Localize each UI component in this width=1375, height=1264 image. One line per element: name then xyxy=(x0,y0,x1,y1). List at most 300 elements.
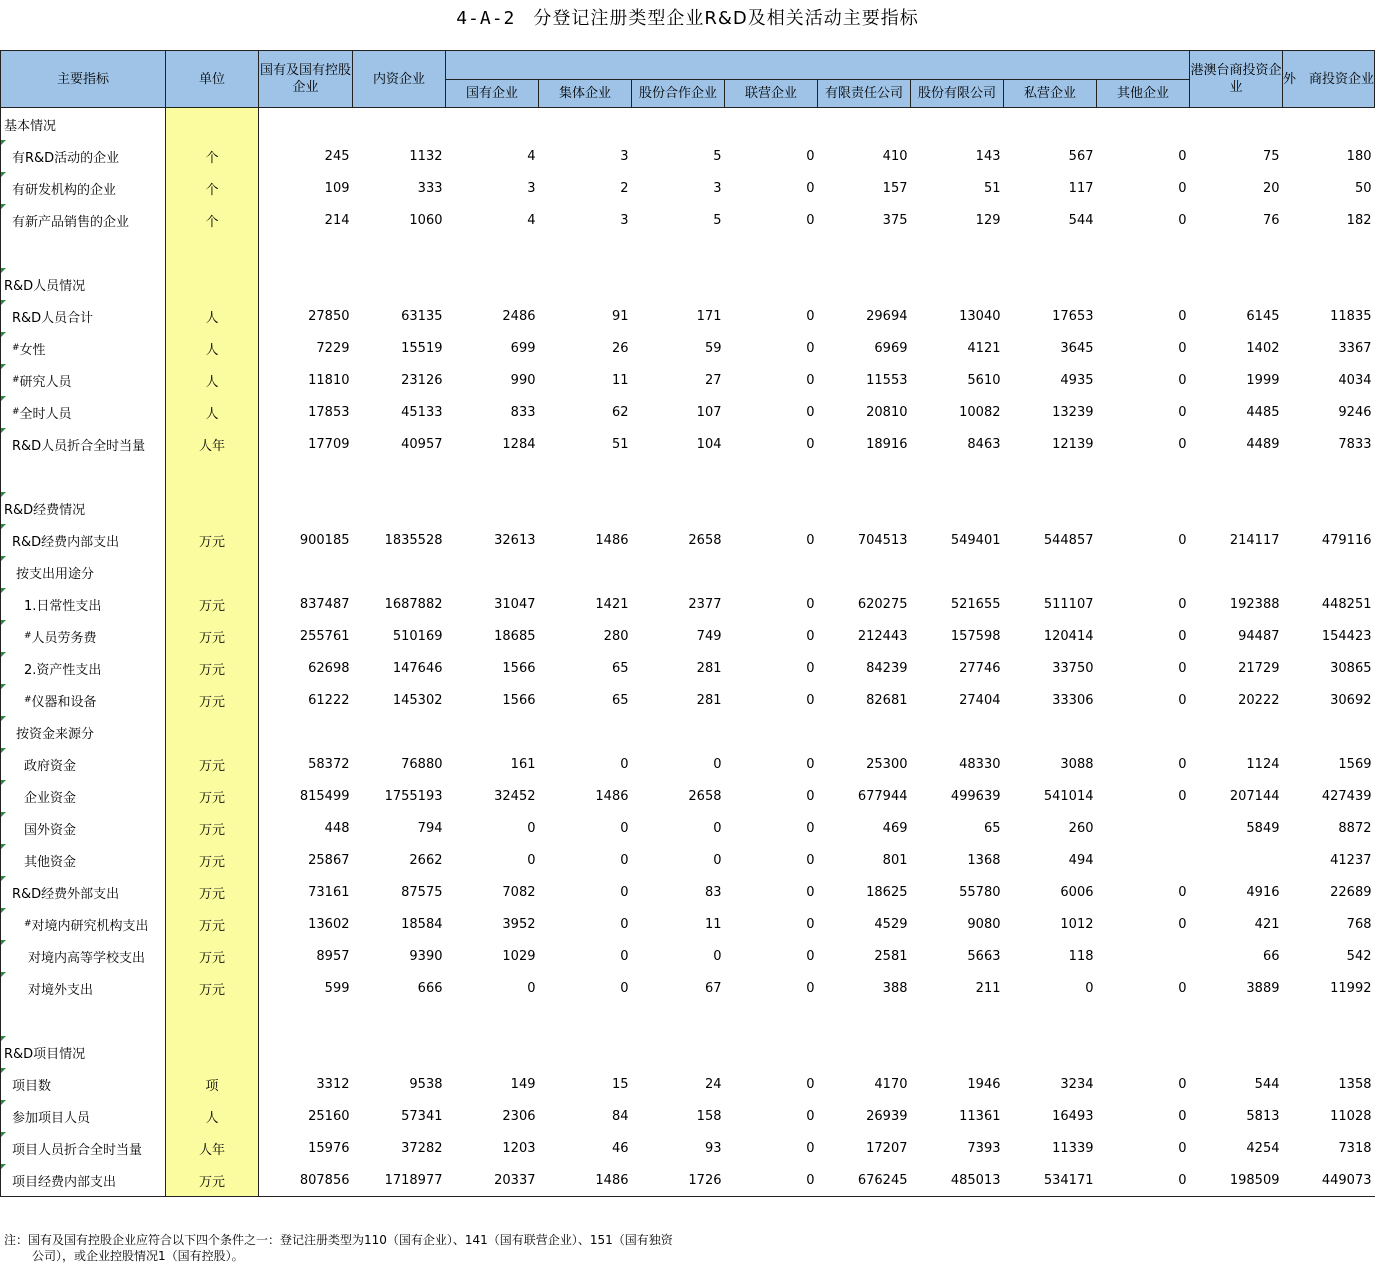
table-cell: 0 xyxy=(806,372,815,388)
row-unit: 万元 xyxy=(166,588,259,620)
cell-marker-icon xyxy=(1,588,6,593)
table-cell: 21729 xyxy=(1238,660,1280,676)
row-label-text: 国外资金 xyxy=(24,822,77,838)
table-cell: 260 xyxy=(1068,820,1094,836)
table-cell: 158 xyxy=(696,1108,722,1124)
table-cell: 7082 xyxy=(502,884,536,900)
table-cell: 6006 xyxy=(1060,884,1094,900)
table-cell: 1012 xyxy=(1060,916,1094,932)
table-cell xyxy=(539,492,632,524)
row-unit: 人 xyxy=(166,396,259,428)
row-unit: 万元 xyxy=(166,876,259,908)
cell-marker-icon xyxy=(1,876,6,881)
table-cell: 0 xyxy=(620,980,629,996)
row-label-text: R&D人员情况 xyxy=(4,278,86,294)
table-cell xyxy=(725,236,818,268)
cell-marker-icon xyxy=(1,268,6,273)
cell-marker-icon xyxy=(1,140,6,145)
data-table xyxy=(0,50,1375,1197)
table-cell: 544 xyxy=(1254,1076,1280,1092)
table-cell: 9538 xyxy=(409,1076,443,1092)
table-cell: 29694 xyxy=(866,308,908,324)
row-unit: 万元 xyxy=(166,748,259,780)
row-label xyxy=(1,204,166,236)
table-cell xyxy=(1097,1036,1190,1068)
cell-marker-icon xyxy=(1,492,6,497)
table-cell: 0 xyxy=(1178,148,1187,164)
table-cell: 0 xyxy=(1178,756,1187,772)
table-cell xyxy=(353,1036,446,1068)
table-cell xyxy=(539,268,632,300)
row-label-text: 仪器和设备 xyxy=(31,694,97,710)
footnote-mark: # xyxy=(12,374,20,385)
table-cell xyxy=(353,492,446,524)
table-cell: 375 xyxy=(882,212,908,228)
table-cell xyxy=(1097,940,1190,972)
table-cell: 9080 xyxy=(967,916,1001,932)
cell-marker-icon xyxy=(1,172,6,177)
table-cell xyxy=(1190,716,1283,748)
table-cell: 17709 xyxy=(308,436,350,452)
row-label-text: 项目数 xyxy=(12,1078,52,1094)
table-row xyxy=(1,780,1375,812)
table-cell: 6145 xyxy=(1246,308,1280,324)
row-unit: 万元 xyxy=(166,940,259,972)
table-cell xyxy=(353,1004,446,1036)
table-cell: 23126 xyxy=(401,372,443,388)
table-cell: 7833 xyxy=(1338,436,1372,452)
table-cell: 0 xyxy=(620,756,629,772)
table-cell xyxy=(1097,268,1190,300)
table-cell: 57341 xyxy=(401,1108,443,1124)
cell-marker-icon xyxy=(1,1036,6,1041)
table-cell xyxy=(539,556,632,588)
table-cell xyxy=(1004,268,1097,300)
row-unit: 项 xyxy=(166,1068,259,1100)
row-label-text: 按支出用途分 xyxy=(16,566,95,582)
table-cell: 1486 xyxy=(595,788,629,804)
table-cell: 3 xyxy=(713,180,722,196)
cell-marker-icon xyxy=(1,684,6,689)
table-cell: 4529 xyxy=(874,916,908,932)
header-sub-0: 国有企业 xyxy=(446,80,539,108)
table-cell xyxy=(911,108,1004,141)
table-cell: 0 xyxy=(1178,340,1187,356)
row-unit: 个 xyxy=(166,172,259,204)
table-cell: 281 xyxy=(696,692,722,708)
table-cell: 0 xyxy=(1178,980,1187,996)
header-sub-1: 集体企业 xyxy=(539,80,632,108)
table-cell xyxy=(725,108,818,141)
row-label xyxy=(1,908,166,940)
table-row xyxy=(1,236,1375,268)
table-cell: 4489 xyxy=(1246,436,1280,452)
table-row xyxy=(1,684,1375,716)
table-cell: 0 xyxy=(620,884,629,900)
row-label-text: 1.日常性支出 xyxy=(24,598,102,614)
row-label-text: R&D经费情况 xyxy=(4,502,86,518)
table-cell xyxy=(632,108,725,141)
table-cell: 990 xyxy=(510,372,536,388)
table-cell: 120414 xyxy=(1043,628,1094,644)
table-row xyxy=(1,1036,1375,1068)
row-unit: 万元 xyxy=(166,652,259,684)
table-cell: 0 xyxy=(806,596,815,612)
table-cell: 32452 xyxy=(494,788,536,804)
row-label xyxy=(1,940,166,972)
table-cell: 13040 xyxy=(959,308,1001,324)
cell-marker-icon xyxy=(1,812,6,817)
row-label xyxy=(1,748,166,780)
table-cell xyxy=(1004,236,1097,268)
table-cell: 48330 xyxy=(959,756,1001,772)
table-cell: 485013 xyxy=(911,1164,1004,1197)
row-label-text: 其他资金 xyxy=(24,854,77,870)
table-cell xyxy=(911,268,1004,300)
table-cell: 0 xyxy=(1178,1140,1187,1156)
row-label-text: 参加项目人员 xyxy=(12,1110,91,1126)
cell-marker-icon xyxy=(1,940,6,945)
table-cell: 0 xyxy=(806,1108,815,1124)
table-cell xyxy=(1283,460,1375,492)
table-cell: 1687882 xyxy=(384,596,443,612)
table-cell: 0 xyxy=(1178,372,1187,388)
footnote-line-2: 公司），或企业控股情况1（国有控股）。 xyxy=(32,1249,244,1263)
row-label-text: 有研发机构的企业 xyxy=(12,182,117,198)
table-cell xyxy=(1004,492,1097,524)
table-cell: 245 xyxy=(324,148,350,164)
table-cell xyxy=(911,1004,1004,1036)
table-cell: 0 xyxy=(1178,884,1187,900)
row-label xyxy=(1,588,166,620)
table-cell xyxy=(818,1004,911,1036)
table-cell: 7229 xyxy=(316,340,350,356)
table-cell: 129 xyxy=(975,212,1001,228)
table-cell xyxy=(632,1004,725,1036)
table-cell: 11 xyxy=(704,916,722,932)
table-cell: 61222 xyxy=(308,692,350,708)
table-cell: 599 xyxy=(324,980,350,996)
table-cell: 0 xyxy=(806,1076,815,1092)
table-cell: 18685 xyxy=(494,628,536,644)
table-cell: 50 xyxy=(1354,180,1372,196)
table-cell: 31047 xyxy=(494,596,536,612)
header-state-owned: 国有及国有控股企业 xyxy=(259,51,353,108)
table-cell: 0 xyxy=(1178,532,1187,548)
row-label xyxy=(1,236,166,268)
table-cell: 0 xyxy=(1178,916,1187,932)
table-cell: 51 xyxy=(983,180,1001,196)
row-unit xyxy=(166,556,259,588)
table-cell: 37282 xyxy=(401,1140,443,1156)
table-cell xyxy=(632,1036,725,1068)
table-cell xyxy=(353,460,446,492)
table-cell: 149 xyxy=(510,1076,536,1092)
table-cell: 214117 xyxy=(1229,532,1280,548)
table-cell: 3645 xyxy=(1060,340,1094,356)
cell-marker-icon xyxy=(1,1068,6,1073)
table-cell: 94487 xyxy=(1238,628,1280,644)
table-cell xyxy=(1190,1036,1283,1068)
table-cell xyxy=(632,460,725,492)
table-cell: 0 xyxy=(1178,1076,1187,1092)
table-cell xyxy=(353,556,446,588)
row-label xyxy=(1,716,166,748)
table-cell: 161 xyxy=(510,756,536,772)
table-cell: 0 xyxy=(713,820,722,836)
table-cell: 62 xyxy=(611,404,629,420)
table-cell xyxy=(539,1004,632,1036)
table-cell: 143 xyxy=(975,148,1001,164)
table-cell xyxy=(353,716,446,748)
row-label xyxy=(1,556,166,588)
table-cell: 1368 xyxy=(967,852,1001,868)
header-foreign: 外 商投资企业 xyxy=(1283,51,1375,108)
table-cell: 11028 xyxy=(1330,1108,1372,1124)
row-unit: 个 xyxy=(166,204,259,236)
table-cell xyxy=(353,268,446,300)
table-cell xyxy=(725,556,818,588)
table-cell: 4916 xyxy=(1246,884,1280,900)
table-row xyxy=(1,460,1375,492)
table-cell xyxy=(446,236,539,268)
table-cell xyxy=(911,1036,1004,1068)
table-cell xyxy=(818,492,911,524)
table-cell: 3 xyxy=(527,180,536,196)
table-cell: 27850 xyxy=(308,308,350,324)
row-label-text: 有R&D活动的企业 xyxy=(12,150,120,166)
table-cell: 5 xyxy=(713,148,722,164)
table-cell xyxy=(539,108,632,141)
table-cell xyxy=(818,268,911,300)
table-cell: 17653 xyxy=(1052,308,1094,324)
table-cell: 2581 xyxy=(874,948,908,964)
table-row xyxy=(1,748,1375,780)
table-row xyxy=(1,1100,1375,1132)
table-row xyxy=(1,108,1375,141)
table-cell: 676245 xyxy=(818,1164,911,1197)
table-cell xyxy=(1190,492,1283,524)
row-label-text: 对境外支出 xyxy=(28,982,94,998)
table-cell: 18625 xyxy=(866,884,908,900)
row-label xyxy=(1,428,166,460)
row-label xyxy=(1,364,166,396)
table-cell: 388 xyxy=(882,980,908,996)
table-cell: 4121 xyxy=(967,340,1001,356)
table-cell: 18916 xyxy=(866,436,908,452)
table-cell: 494 xyxy=(1068,852,1094,868)
table-cell: 1569 xyxy=(1338,756,1372,772)
table-cell: 511107 xyxy=(1043,596,1094,612)
table-row xyxy=(1,1132,1375,1164)
table-cell: 1718977 xyxy=(353,1164,446,1197)
table-cell xyxy=(259,268,353,300)
table-cell: 0 xyxy=(620,948,629,964)
table-cell xyxy=(259,460,353,492)
table-cell xyxy=(1190,236,1283,268)
table-cell: 154423 xyxy=(1321,628,1372,644)
table-cell: 6969 xyxy=(874,340,908,356)
table-cell: 84239 xyxy=(866,660,908,676)
table-cell xyxy=(259,556,353,588)
table-row xyxy=(1,140,1375,172)
row-label-text: 2.资产性支出 xyxy=(24,662,102,678)
table-cell: 15519 xyxy=(401,340,443,356)
table-cell xyxy=(446,556,539,588)
table-cell: 1358 xyxy=(1338,1076,1372,1092)
table-cell: 1029 xyxy=(502,948,536,964)
row-label-text: 女性 xyxy=(19,342,46,358)
table-cell xyxy=(539,1036,632,1068)
cell-marker-icon xyxy=(1,396,6,401)
row-label-text: 有新产品销售的企业 xyxy=(12,214,130,230)
row-unit xyxy=(166,460,259,492)
table-cell: 1566 xyxy=(502,660,536,676)
table-cell: 544 xyxy=(1068,212,1094,228)
cell-marker-icon xyxy=(1,300,6,305)
table-cell: 145302 xyxy=(392,692,443,708)
table-row xyxy=(1,300,1375,332)
table-cell: 214 xyxy=(324,212,350,228)
row-label-text: R&D人员合计 xyxy=(12,310,94,326)
table-cell: 5663 xyxy=(967,948,1001,964)
row-label-text: R&D项目情况 xyxy=(4,1046,86,1062)
table-cell: 1946 xyxy=(967,1076,1001,1092)
table-cell xyxy=(259,716,353,748)
table-cell: 25867 xyxy=(308,852,350,868)
table-cell: 544857 xyxy=(1043,532,1094,548)
row-unit: 万元 xyxy=(166,780,259,812)
table-cell: 157 xyxy=(882,180,908,196)
row-label-text: 政府资金 xyxy=(24,758,77,774)
table-cell xyxy=(911,492,1004,524)
table-cell: 8872 xyxy=(1338,820,1372,836)
table-row xyxy=(1,364,1375,396)
table-cell: 17853 xyxy=(308,404,350,420)
table-cell: 900185 xyxy=(299,532,350,548)
table-cell: 0 xyxy=(806,980,815,996)
table-cell xyxy=(1190,844,1283,876)
table-cell xyxy=(259,492,353,524)
table-cell: 549401 xyxy=(950,532,1001,548)
table-cell: 11 xyxy=(611,372,629,388)
table-cell: 107 xyxy=(696,404,722,420)
table-cell: 27 xyxy=(704,372,722,388)
table-cell: 0 xyxy=(1178,308,1187,324)
row-label xyxy=(1,1164,166,1197)
table-cell: 16493 xyxy=(1052,1108,1094,1124)
table-cell xyxy=(446,1036,539,1068)
table-row xyxy=(1,1164,1375,1197)
row-unit: 万元 xyxy=(166,1164,259,1197)
table-cell xyxy=(353,236,446,268)
header-sub-3: 联营企业 xyxy=(725,80,818,108)
table-cell xyxy=(1190,556,1283,588)
table-row xyxy=(1,620,1375,652)
table-cell: 1755193 xyxy=(384,788,443,804)
row-label-text: 按资金来源分 xyxy=(16,726,95,742)
table-cell xyxy=(539,236,632,268)
table-cell: 27404 xyxy=(959,692,1001,708)
table-row xyxy=(1,1004,1375,1036)
table-cell: 2306 xyxy=(502,1108,536,1124)
table-cell xyxy=(1190,268,1283,300)
table-cell: 180 xyxy=(1346,148,1372,164)
row-unit: 人 xyxy=(166,300,259,332)
table-cell: 5610 xyxy=(967,372,1001,388)
table-cell: 40957 xyxy=(401,436,443,452)
footnote-line-1: 注：国有及国有控股企业应符合以下四个条件之一：登记注册类型为110（国有企业）、141（国有联营企业）、151（国有独资 xyxy=(4,1233,673,1247)
header-sub-4: 有限责任公司 xyxy=(818,80,911,108)
cell-marker-icon xyxy=(1,620,6,625)
table-row xyxy=(1,1068,1375,1100)
table-cell: 7393 xyxy=(967,1140,1001,1156)
table-row xyxy=(1,396,1375,428)
cell-marker-icon xyxy=(1,716,6,721)
table-cell xyxy=(818,460,911,492)
table-cell: 1726 xyxy=(632,1164,725,1197)
table-cell: 25300 xyxy=(866,756,908,772)
table-row xyxy=(1,652,1375,684)
table-cell xyxy=(725,716,818,748)
table-cell: 1421 xyxy=(595,596,629,612)
table-cell: 41237 xyxy=(1330,852,1372,868)
table-cell xyxy=(632,556,725,588)
table-cell: 0 xyxy=(806,884,815,900)
table-cell xyxy=(1190,1004,1283,1036)
table-cell: 65 xyxy=(983,820,1001,836)
table-cell: 0 xyxy=(1178,660,1187,676)
table-cell: 83 xyxy=(704,884,722,900)
cell-marker-icon xyxy=(1,972,6,977)
table-cell xyxy=(259,1004,353,1036)
table-row xyxy=(1,332,1375,364)
table-cell: 704513 xyxy=(857,532,908,548)
table-cell: 410 xyxy=(882,148,908,164)
table-cell: 3952 xyxy=(502,916,536,932)
row-unit xyxy=(166,1036,259,1068)
table-cell: 0 xyxy=(806,948,815,964)
table-cell xyxy=(446,460,539,492)
table-cell: 794 xyxy=(417,820,443,836)
table-cell xyxy=(911,460,1004,492)
table-cell xyxy=(1097,1004,1190,1036)
table-cell: 2 xyxy=(620,180,629,196)
row-label xyxy=(1,492,166,524)
table-cell: 65 xyxy=(611,692,629,708)
table-cell: 699 xyxy=(510,340,536,356)
table-cell: 427439 xyxy=(1321,788,1372,804)
row-unit: 人 xyxy=(166,364,259,396)
row-label xyxy=(1,844,166,876)
table-cell xyxy=(1190,108,1283,141)
table-cell: 0 xyxy=(1178,596,1187,612)
row-label-text: 对境内研究机构支出 xyxy=(31,918,149,934)
row-unit xyxy=(166,108,259,141)
table-cell: 20222 xyxy=(1238,692,1280,708)
table-cell: 449073 xyxy=(1283,1164,1375,1197)
row-unit: 个 xyxy=(166,140,259,172)
table-row xyxy=(1,812,1375,844)
row-unit: 万元 xyxy=(166,908,259,940)
table-cell: 0 xyxy=(806,532,815,548)
row-label xyxy=(1,524,166,556)
table-cell: 157598 xyxy=(950,628,1001,644)
table-cell: 75 xyxy=(1262,148,1280,164)
table-cell: 0 xyxy=(620,916,629,932)
table-cell xyxy=(1097,108,1190,141)
table-cell: 801 xyxy=(882,852,908,868)
